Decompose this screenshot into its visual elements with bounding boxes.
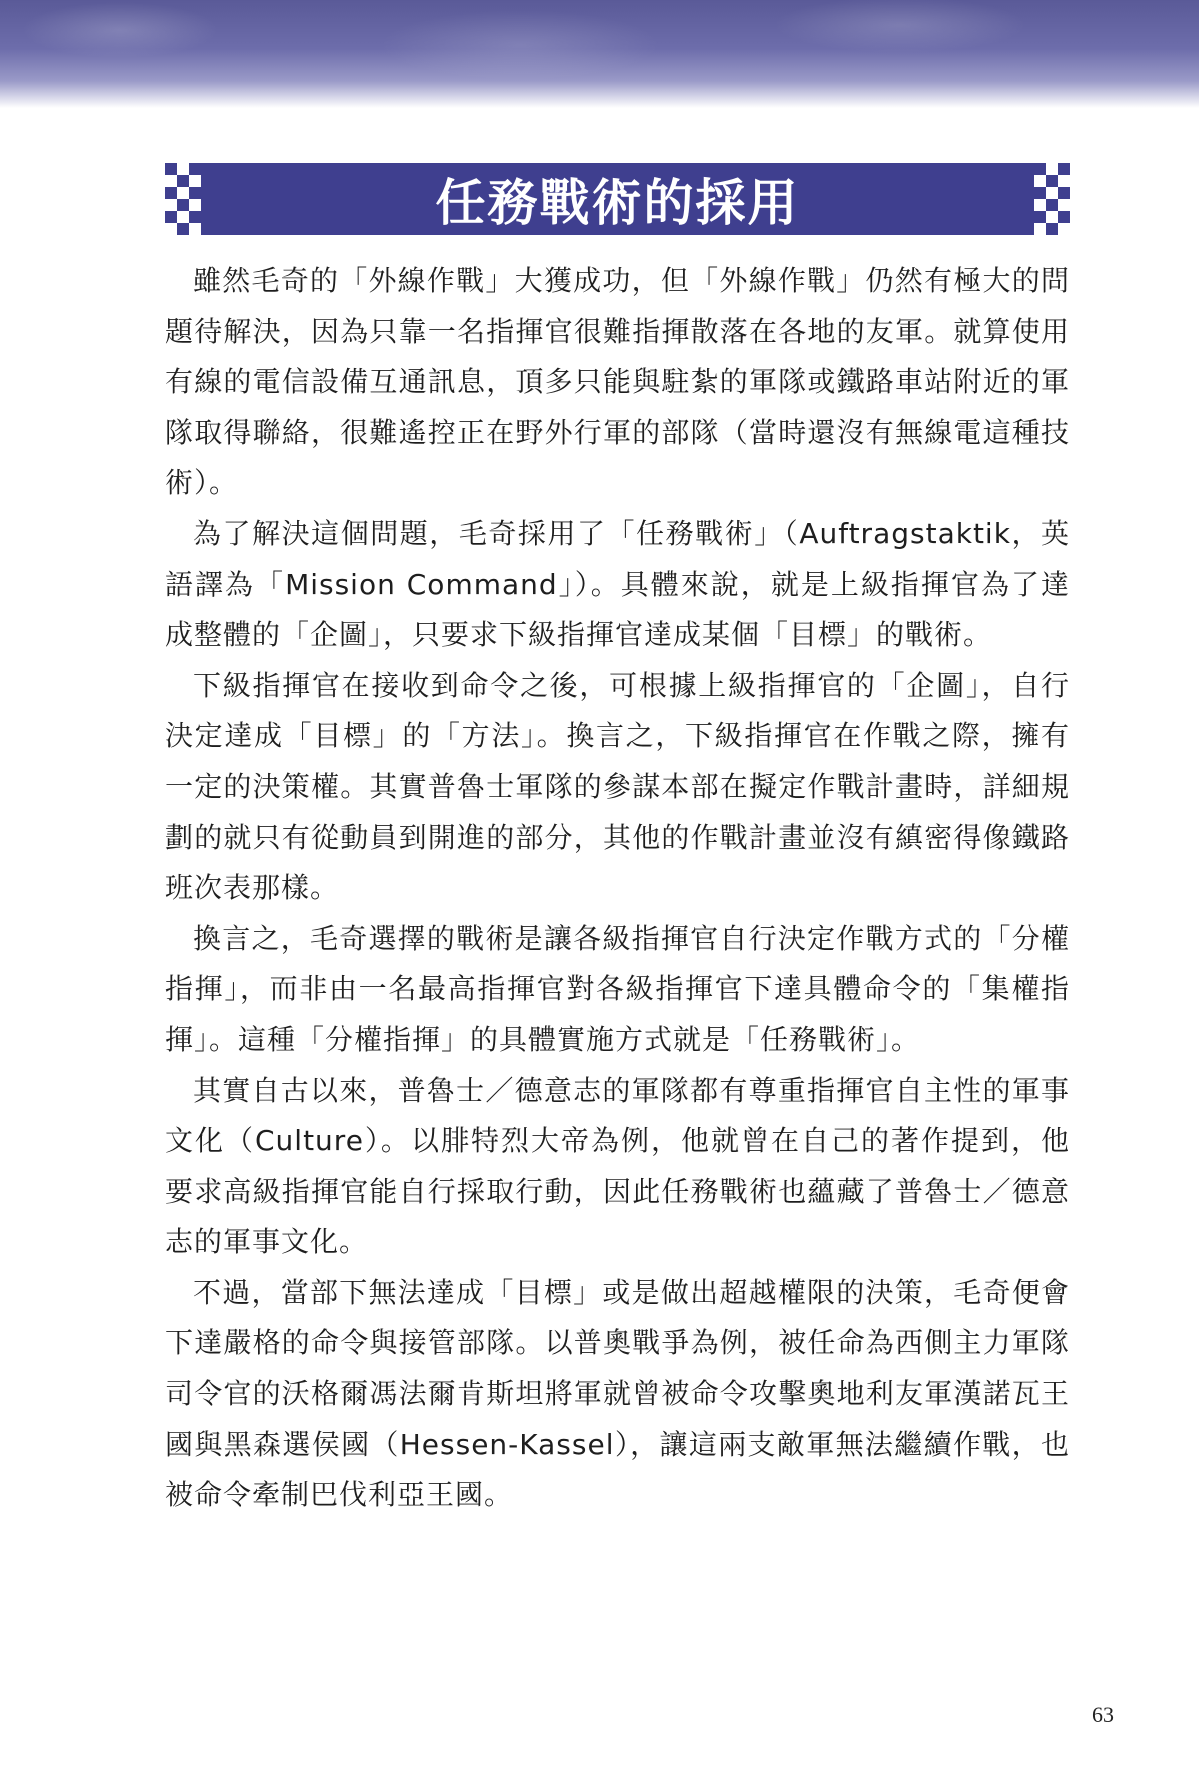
article-body (165, 256, 1070, 1521)
paragraph: 換言之，毛奇選擇的戰術是讓各級指揮官自行決定作戰方式的「分權指揮」，而非由一名最高指揮官對各級指揮官下達具體命令的「集權指揮」。這種「分權指揮」的具體實施方式就是「任務戰術」。 (165, 921, 1070, 1056)
title-band (201, 163, 1034, 235)
paragraph: 下級指揮官在接收到命令之後，可根據上級指揮官的「企圖」，自行決定達成「目標」的「方法」。換言之，下級指揮官在作戰之際，擁有一定的決策權。其實普魯士軍隊的參謀本部在擬定作戰計畫時，詳細規劃的就只有從動員到開進的部分，其他的作戰計畫並沒有縝密得像鐵路班次表那樣。 (165, 668, 1070, 905)
paragraph: 為了解決這個問題，毛奇採用了「任務戰術」（Auftragstaktik，英語譯為「Mission Command」）。具體來說，就是上級指揮官為了達成整體的「企圖」，只要求下級指揮官達成某個「目標」的戰術。 (165, 516, 1070, 652)
page-number: 63 (1092, 1702, 1114, 1727)
header-banner (0, 0, 1199, 108)
checker-decoration-right (1034, 163, 1070, 235)
paragraph: 雖然毛奇的「外線作戰」大獲成功，但「外線作戰」仍然有極大的問題待解決，因為只靠一名指揮官很難指揮散落在各地的友軍。就算使用有線的電信設備互通訊息，頂多只能與駐紮的軍隊或鐵路車站附近的軍隊取得聯絡，很難遙控正在野外行軍的部隊（當時還沒有無線電這種技術）。 (165, 264, 1070, 500)
paragraph: 不過，當部下無法達成「目標」或是做出超越權限的決策，毛奇便會下達嚴格的命令與接管部隊。以普奧戰爭為例，被任命為西側主力軍隊司令官的沃格爾馮法爾肯斯坦將軍就曾被命令攻擊奧地利友軍漢諾瓦王國與黑森選侯國（Hessen-Kassel），讓這兩支敵軍無法繼續作戰，也被命令牽制巴伐利亞王國。 (165, 1275, 1070, 1512)
section-title-bar (165, 163, 1070, 235)
paragraph: 其實自古以來，普魯士／德意志的軍隊都有尊重指揮官自主性的軍事文化（Culture）。以腓特烈大帝為例，他就曾在自己的著作提到，他要求高級指揮官能自行採取行動，因此任務戰術也蘊藏了普魯士／德意志的軍事文化。 (165, 1073, 1070, 1259)
checker-decoration-left (165, 163, 201, 235)
page-title: 任務戰術的採用 (435, 174, 800, 232)
